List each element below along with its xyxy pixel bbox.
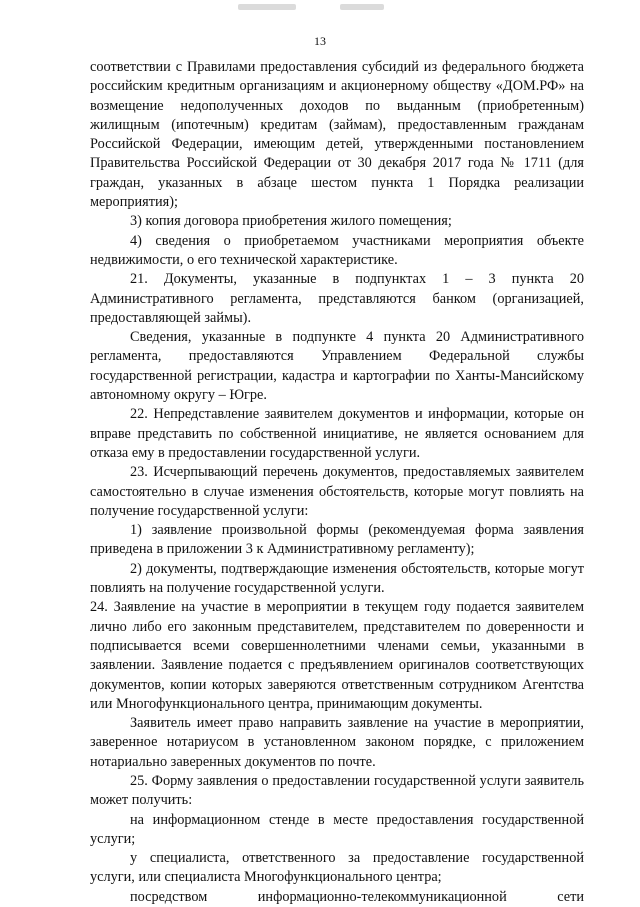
page-number: 13: [314, 34, 326, 48]
paragraph: 23. Исчерпывающий перечень документов, предоставляемых заявителем самостоятельно в случае изменения обстоятельств, которые могут повлиять на получение государственной услуги:: [90, 464, 584, 519]
scan-artifact: [238, 4, 296, 10]
paragraph: 1) заявление произвольной формы (рекомендуемая форма заявления приведена в приложении 3 к Административному регламенту);: [90, 522, 584, 558]
paragraph: 24. Заявление на участие в мероприятии в текущем году подается заявителем лично либо его законным представителем, представителем по доверенности и подписывается всеми совершеннолетними членами семьи, указанными в заявлении. Заявление подается с предъявлением оригиналов соответствующих документов, копии которых заверяются ответственным сотрудником Агентства или Многофункционального центра, принимающим документы.: [90, 599, 584, 712]
paragraph: 25. Форму заявления о предоставлении государственной услуги заявитель может получить:: [90, 772, 584, 809]
paragraph: посредством информационно-телекоммуникационной сети: [130, 888, 584, 905]
document-body: [90, 58, 584, 907]
scan-artifact: [340, 4, 384, 10]
paragraph: 3) копия договора приобретения жилого помещения;: [130, 213, 452, 230]
paragraph: 22. Непредставление заявителем документов и информации, которые он вправе представить по собственной инициативе, не является основанием для отказа ему в предоставлении государственной услуги.: [90, 406, 584, 461]
paragraph: соответствии с Правилами предоставления субсидий из федерального бюджета российским кредитным организациям и акционерному обществу «ДОМ.РФ» на возмещение недополученных доходов по выданным (приобретенным) жилищным (ипотечным) кредитам (займам), предоставленным гражданам Российской Федерации, имеющим детей, утвержденными постановлением Правительства Российской Федерации от 30 декабря 2017 года № 1711 (для граждан, указанных в абзаце шестом пункта 1 Порядка реализации мероприятия);: [90, 59, 584, 211]
paragraph: на информационном стенде в месте предоставления государственной услуги;: [90, 811, 584, 847]
paragraph: у специалиста, ответственного за предоставление государственной услуги, или специалиста Многофункционального центра;: [90, 850, 584, 886]
paragraph: 4) сведения о приобретаемом участниками мероприятия объекте недвижимости, о его технической характеристике.: [90, 232, 584, 268]
paragraph: Сведения, указанные в подпункте 4 пункта 20 Административного регламента, предоставляются Управлением Федеральной службы государственной регистрации, кадастра и картографии по Ханты-Мансийскому автономному округу – Югре.: [90, 329, 584, 404]
paragraph: Заявитель имеет право направить заявление на участие в мероприятии, заверенное нотариусом в установленном законом порядке, с приложением нотариально заверенных документов по почте.: [90, 715, 584, 770]
paragraph: 21. Документы, указанные в подпунктах 1 – 3 пункта 20 Административного регламента, представляются банком (организацией, предоставляющей займы).: [90, 271, 584, 326]
paragraph: 2) документы, подтверждающие изменения обстоятельств, которые могут повлиять на получение государственной услуги.: [90, 560, 584, 597]
